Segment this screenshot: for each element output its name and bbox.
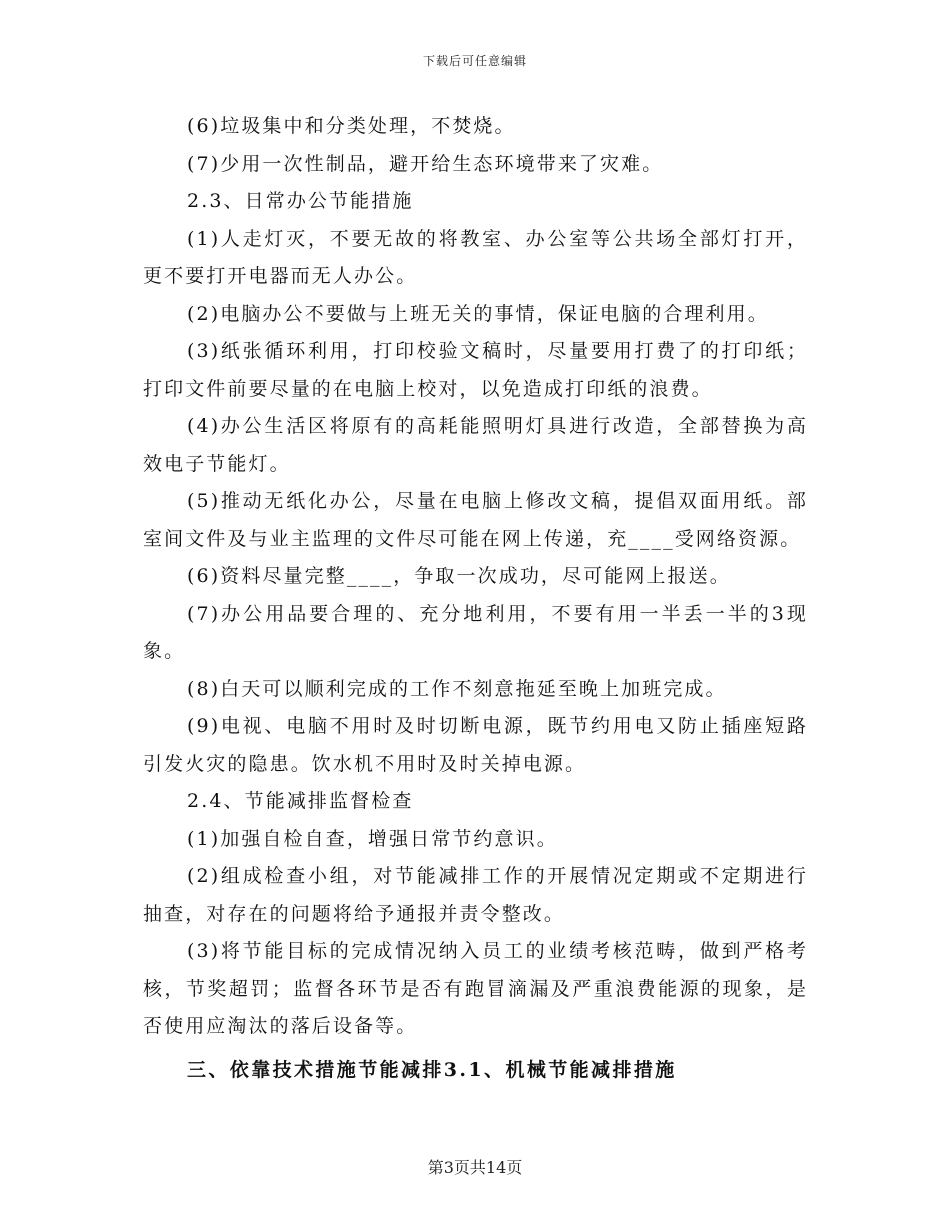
paragraph: (8)白天可以顺利完成的工作不刻意拖延至晚上加班完成。 <box>187 677 727 700</box>
page-number: 第3页共14页 <box>427 1158 523 1177</box>
paragraph: (9)电视、电脑不用时及时切断电源，既节约用电又防止插座短路引发火灾的隐患。饮水机不用时及时关掉电源。 <box>143 715 808 775</box>
paragraph: (2)组成检查小组，对节能减排工作的开展情况定期或不定期进行抽查，对存在的问题将给予通报并责令整改。 <box>143 865 808 925</box>
paragraph: (1)加强自检自查，增强日常节约意识。 <box>187 827 558 850</box>
section-heading: 三、依靠技术措施节能减排3.1、机械节能减排措施 <box>187 1058 677 1081</box>
paragraph: (2)电脑办公不要做与上班无关的事情，保证电脑的合理利用。 <box>187 302 769 325</box>
paragraph: (3)将节能目标的完成情况纳入员工的业绩考核范畴，做到严格考核，节奖超罚；监督各环节是否有跑冒滴漏及严重浪费能源的现象，是否使用应淘汰的落后设备等。 <box>143 940 808 1037</box>
paragraph: (5)推动无纸化办公，尽量在电脑上修改文稿，提倡双面用纸。部室间文件及与业主监理的文件尽可能在网上传递，充____受网络资源。 <box>143 490 808 550</box>
paragraph: (1)人走灯灭，不要无故的将教室、办公室等公共场全部灯打开，更不要打开电器而无人办公。 <box>143 227 808 287</box>
paragraph: (7)办公用品要合理的、充分地利用，不要有用一半丢一半的3现象。 <box>143 602 808 662</box>
paragraph: (6)资料尽量完整____，争取一次成功，尽可能网上报送。 <box>187 565 731 587</box>
paragraph: (3)纸张循环利用，打印校验文稿时，尽量要用打费了的打印纸；打印文件前要尽量的在电脑上校对，以免造成打印纸的浪费。 <box>143 340 808 400</box>
paragraph: (6)垃圾集中和分类处理，不焚烧。 <box>187 115 516 137</box>
paragraph: (4)办公生活区将原有的高耗能照明灯具进行改造，全部替换为高效电子节能灯。 <box>143 415 808 475</box>
page-header: 下载后可任意编辑 <box>422 54 527 68</box>
subsection-heading: 2.4、节能减排监督检查 <box>187 790 414 812</box>
document-body <box>143 108 808 1089</box>
paragraph: (7)少用一次性制品，避开给生态环境带来了灾难。 <box>187 152 664 175</box>
subsection-heading: 2.3、日常办公节能措施 <box>187 190 414 212</box>
